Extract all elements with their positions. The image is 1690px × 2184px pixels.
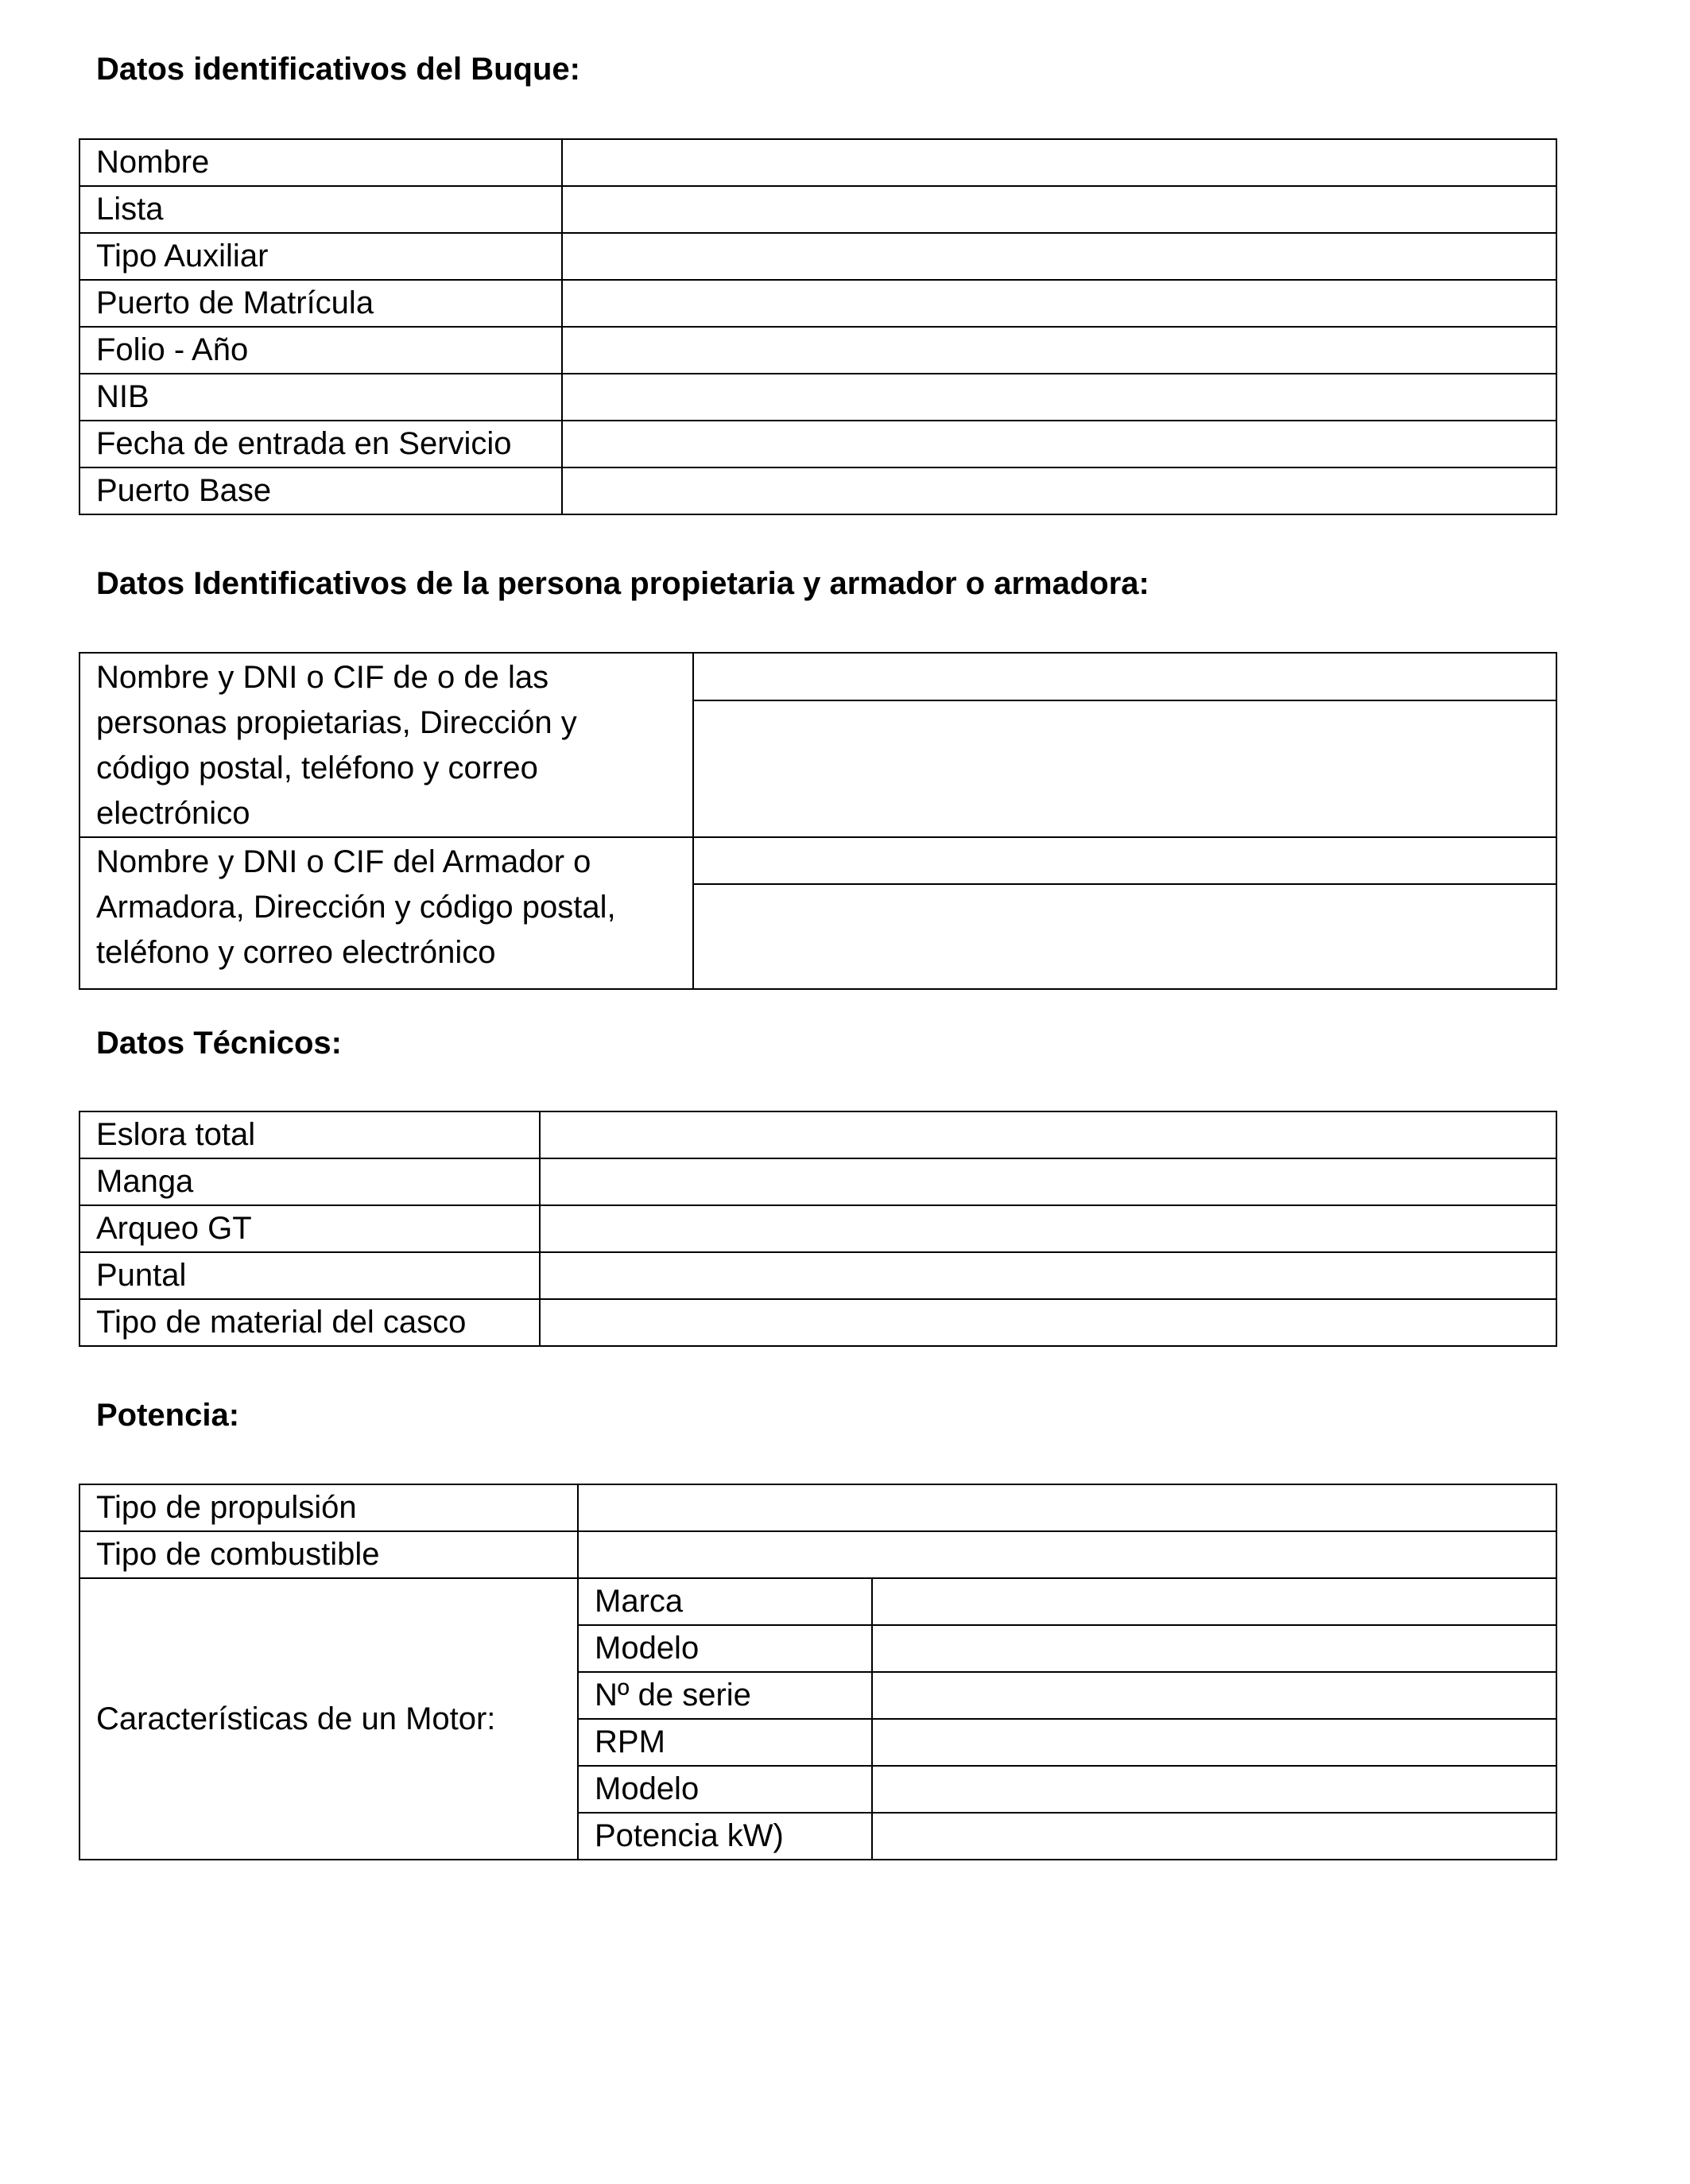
label-line: electrónico bbox=[96, 796, 250, 831]
motor-modelo-4-input[interactable] bbox=[873, 1771, 1556, 1807]
tipo-de-combustible-1-label: Tipo de combustible bbox=[79, 1531, 578, 1578]
propietarias-input-1[interactable] bbox=[694, 658, 1556, 694]
table-row bbox=[79, 280, 1556, 327]
propietario-table bbox=[79, 652, 1557, 990]
manga-1-label: Manga bbox=[79, 1158, 540, 1205]
nombre-0-input[interactable] bbox=[563, 145, 1556, 180]
motor-n-de-serie-2-input[interactable] bbox=[873, 1678, 1556, 1713]
propietarias-value-line-2[interactable] bbox=[693, 700, 1556, 838]
puntal-3-value-cell[interactable] bbox=[540, 1252, 1556, 1299]
table-row bbox=[79, 1299, 1556, 1346]
lista-1-input[interactable] bbox=[563, 192, 1556, 227]
label-line: código postal, teléfono y correo bbox=[96, 751, 538, 786]
propietario-section-title: Datos Identificativos de la persona propietaria y armador o armadora: bbox=[96, 566, 1149, 601]
folio-ano-4-value-cell[interactable] bbox=[562, 327, 1556, 374]
label-line: Armadora, Dirección y código postal, bbox=[96, 890, 616, 925]
motor-n-de-serie-2-label: Nº de serie bbox=[578, 1672, 872, 1719]
folio-ano-4-input[interactable] bbox=[563, 332, 1556, 368]
tipo-de-combustible-1-value-cell[interactable] bbox=[578, 1531, 1556, 1578]
nib-5-value-cell[interactable] bbox=[562, 374, 1556, 421]
tipo-auxiliar-2-label: Tipo Auxiliar bbox=[79, 233, 562, 280]
table-row bbox=[79, 467, 1556, 514]
puerto-base-7-input[interactable] bbox=[563, 473, 1556, 509]
tipo-de-material-del-casco-4-input[interactable] bbox=[541, 1305, 1556, 1340]
table-row bbox=[79, 1111, 1556, 1158]
armador-input-1[interactable] bbox=[694, 843, 1556, 879]
motor-n-de-serie-2-value-cell[interactable] bbox=[872, 1672, 1556, 1719]
label-line: Nombre y DNI o CIF de o de las bbox=[96, 660, 549, 695]
table-row bbox=[79, 421, 1556, 467]
fecha-de-entrada-en-servicio-6-value-cell[interactable] bbox=[562, 421, 1556, 467]
table-row bbox=[79, 1205, 1556, 1252]
motor-modelo-1-input[interactable] bbox=[873, 1631, 1556, 1666]
label-line: personas propietarias, Dirección y bbox=[96, 705, 577, 740]
table-row bbox=[79, 1484, 1556, 1531]
label-line: teléfono y correo electrónico bbox=[96, 935, 496, 970]
tipo-de-material-del-casco-4-label: Tipo de material del casco bbox=[79, 1299, 540, 1346]
arqueo-gt-2-label: Arqueo GT bbox=[79, 1205, 540, 1252]
label-line: Nombre y DNI o CIF del Armador o bbox=[96, 844, 591, 879]
buque-table bbox=[79, 138, 1557, 515]
tipo-auxiliar-2-value-cell[interactable] bbox=[562, 233, 1556, 280]
lista-1-label: Lista bbox=[79, 186, 562, 233]
tipo-de-combustible-1-input[interactable] bbox=[579, 1537, 1556, 1573]
motor-modelo-4-label: Modelo bbox=[578, 1766, 872, 1813]
arqueo-gt-2-value-cell[interactable] bbox=[540, 1205, 1556, 1252]
puerto-de-matricula-3-value-cell[interactable] bbox=[562, 280, 1556, 327]
puerto-de-matricula-3-input[interactable] bbox=[563, 285, 1556, 321]
puntal-3-input[interactable] bbox=[541, 1258, 1556, 1294]
motor-characteristics-label: Características de un Motor: bbox=[79, 1578, 578, 1860]
armador-value-line-1[interactable] bbox=[693, 837, 1556, 884]
armador-label bbox=[79, 837, 693, 989]
motor-rpm-3-value-cell[interactable] bbox=[872, 1719, 1556, 1766]
puntal-3-label: Puntal bbox=[79, 1252, 540, 1299]
table-row bbox=[79, 1531, 1556, 1578]
propietarias-value-line-1[interactable] bbox=[693, 653, 1556, 700]
nib-5-input[interactable] bbox=[563, 379, 1556, 415]
lista-1-value-cell[interactable] bbox=[562, 186, 1556, 233]
table-row bbox=[79, 1252, 1556, 1299]
table-row bbox=[79, 139, 1556, 186]
nombre-0-label: Nombre bbox=[79, 139, 562, 186]
eslora-total-0-value-cell[interactable] bbox=[540, 1111, 1556, 1158]
arqueo-gt-2-input[interactable] bbox=[541, 1211, 1556, 1247]
propietarias-label bbox=[79, 653, 693, 837]
puerto-de-matricula-3-label: Puerto de Matrícula bbox=[79, 280, 562, 327]
tipo-auxiliar-2-input[interactable] bbox=[563, 239, 1556, 274]
motor-modelo-1-value-cell[interactable] bbox=[872, 1625, 1556, 1672]
motor-rpm-3-label: RPM bbox=[578, 1719, 872, 1766]
table-row bbox=[79, 374, 1556, 421]
table-row bbox=[79, 186, 1556, 233]
tecnicos-table bbox=[79, 1111, 1557, 1347]
propietarias-input-2[interactable] bbox=[694, 717, 1556, 808]
eslora-total-0-label: Eslora total bbox=[79, 1111, 540, 1158]
fecha-de-entrada-en-servicio-6-input[interactable] bbox=[563, 426, 1556, 462]
tipo-de-propulsion-0-value-cell[interactable] bbox=[578, 1484, 1556, 1531]
table-row bbox=[79, 1158, 1556, 1205]
tipo-de-propulsion-0-input[interactable] bbox=[579, 1490, 1556, 1526]
motor-row bbox=[79, 1578, 1556, 1625]
motor-potencia-kw-5-value-cell[interactable] bbox=[872, 1813, 1556, 1860]
buque-section-title: Datos identificativos del Buque: bbox=[96, 52, 580, 87]
motor-marca-0-input[interactable] bbox=[873, 1584, 1556, 1620]
motor-potencia-kw-5-label: Potencia kW) bbox=[578, 1813, 872, 1860]
motor-potencia-kw-5-input[interactable] bbox=[873, 1818, 1556, 1854]
armador-input-2[interactable] bbox=[694, 885, 1556, 976]
nib-5-label: NIB bbox=[79, 374, 562, 421]
tecnicos-section-title: Datos Técnicos: bbox=[96, 1026, 342, 1061]
armador-value-line-2[interactable] bbox=[693, 884, 1556, 989]
manga-1-value-cell[interactable] bbox=[540, 1158, 1556, 1205]
motor-marca-0-value-cell[interactable] bbox=[872, 1578, 1556, 1625]
eslora-total-0-input[interactable] bbox=[541, 1117, 1556, 1153]
potencia-table bbox=[79, 1484, 1557, 1860]
puerto-base-7-value-cell[interactable] bbox=[562, 467, 1556, 514]
fecha-de-entrada-en-servicio-6-label: Fecha de entrada en Servicio bbox=[79, 421, 562, 467]
table-row bbox=[79, 233, 1556, 280]
table-row bbox=[79, 327, 1556, 374]
folio-ano-4-label: Folio - Año bbox=[79, 327, 562, 374]
motor-marca-0-label: Marca bbox=[578, 1578, 872, 1625]
tipo-de-material-del-casco-4-value-cell[interactable] bbox=[540, 1299, 1556, 1346]
tipo-de-propulsion-0-label: Tipo de propulsión bbox=[79, 1484, 578, 1531]
potencia-section-title: Potencia: bbox=[96, 1398, 240, 1433]
nombre-0-value-cell[interactable] bbox=[562, 139, 1556, 186]
manga-1-input[interactable] bbox=[541, 1164, 1556, 1200]
motor-rpm-3-input[interactable] bbox=[873, 1724, 1556, 1760]
puerto-base-7-label: Puerto Base bbox=[79, 467, 562, 514]
motor-modelo-4-value-cell[interactable] bbox=[872, 1766, 1556, 1813]
motor-modelo-1-label: Modelo bbox=[578, 1625, 872, 1672]
